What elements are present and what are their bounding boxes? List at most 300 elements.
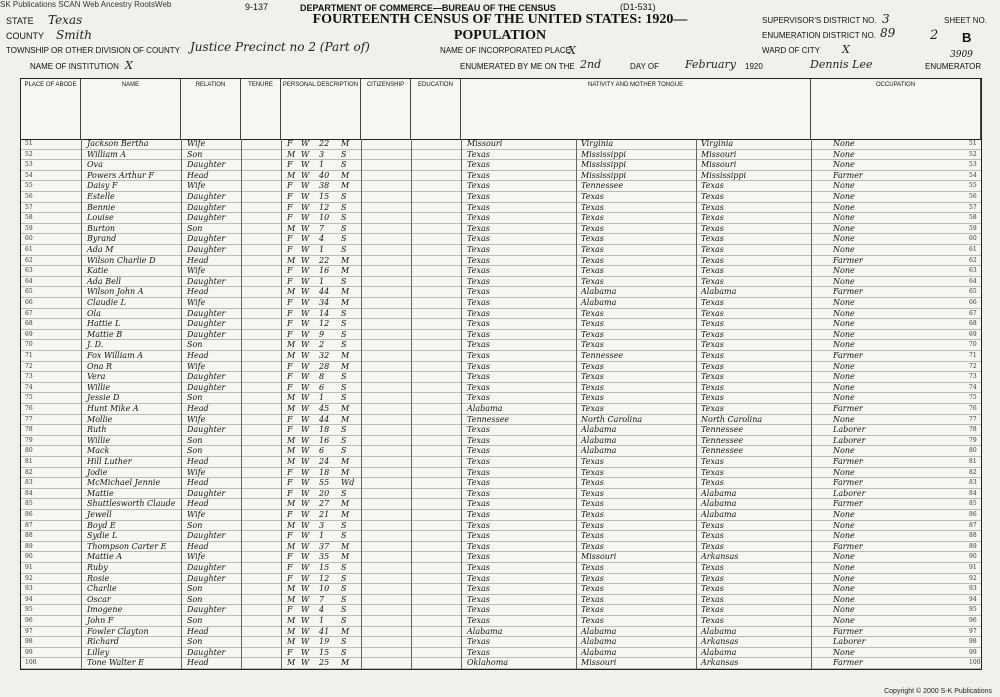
cell-rel: Daughter (187, 329, 226, 339)
cell-sex: F (287, 319, 293, 329)
cell-rel: Daughter (187, 563, 226, 572)
cell-fplace: Texas (581, 520, 604, 530)
cell-occ: None (833, 552, 855, 562)
enumerated-label: ENUMERATED BY ME ON THE (460, 62, 575, 71)
cell-mplace: Alabama (701, 287, 737, 297)
cell-rel: Wife (187, 510, 206, 519)
cell-rel: Son (187, 393, 203, 403)
cell-place: Texas (467, 340, 490, 350)
cell-sex: M (287, 658, 296, 668)
cell-line-number-right: 71 (969, 352, 977, 359)
cell-mplace: Texas (701, 531, 724, 541)
cell-place: Texas (467, 308, 490, 318)
cell-fplace: Texas (581, 393, 604, 403)
cell-occ: None (833, 181, 855, 191)
cell-rel: Son (187, 584, 203, 594)
cell-age: 18 (319, 425, 330, 435)
cell-line-number-right: 70 (969, 341, 977, 349)
cell-mplace: Texas (701, 467, 724, 477)
cell-line-number-right: 72 (969, 362, 977, 370)
cell-rel: Daughter (187, 488, 226, 498)
cell-line-number-right: 97 (969, 627, 977, 635)
cell-sex: F (287, 478, 293, 488)
cell-rel: Son (187, 594, 203, 604)
cell-race: W (301, 435, 310, 445)
cell-ms: S (341, 563, 347, 572)
cell-mplace: Alabama (701, 510, 737, 519)
cell-rel: Head (187, 287, 209, 297)
cell-age: 44 (319, 414, 330, 424)
sheet-letter: B (962, 30, 972, 45)
cell-ms: M (341, 457, 350, 466)
cell-rel: Head (187, 541, 209, 551)
cell-sex: M (287, 594, 296, 604)
table-row (21, 531, 981, 542)
cell-age: 15 (319, 192, 330, 201)
county-label: COUNTY (6, 31, 44, 41)
cell-occ: None (833, 298, 855, 307)
cell-n: 99 (25, 648, 33, 656)
cell-place: Texas (467, 192, 490, 201)
table-row (21, 584, 981, 595)
cell-sex: F (287, 298, 293, 307)
cell-sex: M (287, 616, 296, 625)
cell-name: William A (87, 149, 126, 159)
cell-sex: M (287, 457, 296, 466)
cell-name: Thompson Carter E (87, 541, 167, 551)
enumerated-day: 2nd (580, 58, 602, 71)
cell-name: McMichael Jennie (87, 478, 161, 488)
cell-race: W (301, 192, 310, 201)
cell-ms: S (341, 319, 347, 329)
cell-ms: S (341, 584, 347, 594)
cell-sex: F (287, 245, 293, 254)
col-place-of-abode: PLACE OF ABODE (21, 79, 81, 139)
cell-rel: Son (187, 435, 203, 445)
cell-place: Texas (467, 616, 490, 625)
cell-race: W (301, 223, 310, 233)
watermark-bar: SK Publications SCAN Web Ancestry RootsWeb (0, 0, 172, 9)
cell-ms: S (341, 234, 347, 244)
cell-line-number-right: 60 (969, 235, 977, 243)
cell-ms: M (341, 510, 350, 519)
cell-age: 15 (319, 647, 330, 657)
cell-mplace: Texas (701, 584, 724, 594)
cell-line-number-right: 85 (969, 500, 977, 508)
cell-occ: None (833, 276, 855, 286)
col-citizenship: CITIZENSHIP (361, 79, 411, 139)
cell-ms: M (341, 361, 350, 371)
cell-occ: Farmer (833, 658, 863, 668)
cell-line-number-right: 57 (969, 203, 977, 211)
table-row (21, 425, 981, 436)
cell-occ: None (833, 340, 855, 350)
cell-fplace: Alabama (581, 647, 617, 657)
column-divider (696, 139, 697, 669)
cell-ms: Wd (341, 478, 355, 488)
cell-mplace: Texas (701, 382, 724, 392)
cell-line-number-right: 53 (969, 161, 977, 169)
cell-race: W (301, 425, 310, 435)
cell-n: 59 (25, 224, 33, 232)
cell-sex: M (287, 170, 296, 180)
cell-fplace: Alabama (581, 298, 617, 307)
cell-occ: Farmer (833, 255, 863, 265)
cell-place: Texas (467, 425, 490, 435)
cell-race: W (301, 160, 310, 170)
cell-sex: F (287, 361, 293, 371)
cell-place: Texas (467, 520, 490, 530)
cell-occ: Laborer (833, 637, 866, 647)
cell-rel: Head (187, 457, 209, 466)
cell-name: Claudie L (87, 298, 126, 307)
cell-name: Mattie (87, 488, 114, 498)
cell-n: 57 (25, 203, 33, 211)
cell-occ: Farmer (833, 626, 863, 636)
sheet-label: SHEET NO. (944, 16, 987, 25)
county-value: Smith (56, 28, 92, 42)
cell-ms: M (341, 255, 350, 265)
cell-sex: M (287, 351, 296, 360)
cell-race: W (301, 276, 310, 286)
cell-n: 54 (25, 171, 33, 179)
cell-rel: Head (187, 478, 209, 488)
cell-n: 100 (25, 659, 37, 667)
month-value: February (685, 58, 736, 71)
cell-ms: S (341, 393, 347, 403)
cell-age: 25 (319, 658, 330, 668)
cell-line-number-right: 99 (969, 648, 977, 656)
ward-label: WARD OF CITY (762, 46, 820, 55)
cell-rel: Daughter (187, 605, 226, 615)
cell-age: 35 (319, 552, 330, 562)
department-heading: DEPARTMENT OF COMMERCE—BUREAU OF THE CENSUS (300, 3, 556, 13)
cell-name: Mattie A (87, 552, 123, 562)
cell-place: Texas (467, 488, 490, 498)
cell-name: Bennie (87, 202, 116, 212)
cell-ms: S (341, 245, 347, 254)
cell-race: W (301, 414, 310, 424)
cell-age: 37 (319, 541, 330, 551)
cell-name: Hunt Mike A (87, 404, 139, 413)
cell-name: Ruby (87, 563, 108, 572)
institution-label: NAME OF INSTITUTION (30, 62, 119, 71)
cell-fplace: Missouri (581, 658, 617, 668)
cell-occ: None (833, 647, 855, 657)
cell-place: Texas (467, 160, 490, 170)
cell-occ: None (833, 329, 855, 339)
table-row (21, 489, 981, 500)
table-row (21, 287, 981, 298)
table-row (21, 330, 981, 341)
cell-sex: M (287, 393, 296, 403)
township-label: TOWNSHIP OR OTHER DIVISION OF COUNTY (6, 46, 180, 55)
cell-occ: Farmer (833, 541, 863, 551)
cell-occ: Farmer (833, 404, 863, 413)
cell-age: 28 (319, 361, 330, 371)
cell-n: 55 (25, 182, 33, 190)
cell-fplace: Texas (581, 584, 604, 594)
cell-mplace: Texas (701, 298, 724, 307)
table-row (21, 436, 981, 447)
cell-age: 44 (319, 287, 330, 297)
cell-sex: M (287, 637, 296, 647)
cell-fplace: Missouri (581, 552, 617, 562)
cell-mplace: Texas (701, 308, 724, 318)
cell-line-number-right: 88 (969, 532, 977, 540)
cell-ms: M (341, 552, 350, 562)
cell-line-number-right: 98 (969, 638, 977, 646)
cell-line-number-right: 62 (969, 256, 977, 264)
cell-line-number-right: 82 (969, 468, 977, 476)
cell-name: Jewell (87, 510, 112, 519)
cell-place: Texas (467, 478, 490, 488)
township-value: Justice Precinct no 2 (Part of) (190, 40, 370, 54)
cell-line-number-right: 81 (969, 458, 977, 465)
cell-n: 74 (25, 383, 33, 391)
cell-n: 89 (25, 542, 33, 550)
cell-line-number-right: 74 (969, 383, 977, 391)
cell-fplace: North Carolina (581, 414, 643, 424)
cell-ms: M (341, 351, 350, 360)
cell-place: Tennessee (467, 414, 510, 424)
cell-name: Mollie (87, 414, 113, 424)
cell-name: Imogene (87, 605, 123, 615)
cell-ms: S (341, 223, 347, 233)
table-row (21, 574, 981, 585)
cell-age: 4 (319, 234, 325, 244)
cell-name: Richard (87, 637, 119, 647)
cell-occ: None (833, 234, 855, 244)
cell-ms: S (341, 149, 347, 159)
column-divider (811, 139, 812, 669)
ward-value: X (842, 43, 850, 56)
cell-age: 3 (319, 520, 325, 530)
cell-age: 10 (319, 213, 330, 223)
table-row (21, 171, 981, 182)
cell-mplace: Texas (701, 340, 724, 350)
cell-occ: Laborer (833, 425, 866, 435)
cell-line-number-right: 65 (969, 288, 977, 296)
cell-ms: S (341, 446, 347, 456)
cell-sex: M (287, 404, 296, 413)
cell-race: W (301, 372, 310, 382)
column-divider (181, 139, 182, 669)
table-row (21, 383, 981, 394)
cell-n: 87 (25, 521, 33, 529)
cell-mplace: Alabama (701, 499, 737, 509)
cell-place: Texas (467, 499, 490, 509)
cell-occ: None (833, 149, 855, 159)
cell-mplace: Alabama (701, 626, 737, 636)
cell-age: 7 (319, 223, 325, 233)
table-row (21, 266, 981, 277)
cell-age: 15 (319, 563, 330, 572)
cell-ms: S (341, 531, 347, 541)
table-row (21, 351, 981, 362)
cell-ms: M (341, 541, 350, 551)
cell-name: John F (87, 616, 114, 625)
cell-rel: Wife (187, 467, 206, 477)
cell-name: Wilson Charlie D (87, 255, 156, 265)
cell-fplace: Texas (581, 319, 604, 329)
cell-fplace: Alabama (581, 435, 617, 445)
cell-rel: Daughter (187, 372, 226, 382)
cell-n: 88 (25, 532, 33, 540)
cell-place: Texas (467, 435, 490, 445)
cell-n: 94 (25, 595, 33, 603)
cell-occ: None (833, 223, 855, 233)
table-row (21, 160, 981, 171)
cell-fplace: Mississippi (581, 149, 627, 159)
cell-name: Fox William A (87, 351, 143, 360)
cell-ms: S (341, 329, 347, 339)
incorporated-label: NAME OF INCORPORATED PLACE (440, 46, 571, 55)
cell-n: 90 (25, 553, 33, 561)
cell-race: W (301, 605, 310, 615)
cell-mplace: Texas (701, 520, 724, 530)
cell-sex: F (287, 488, 293, 498)
cell-place: Texas (467, 510, 490, 519)
cell-place: Texas (467, 234, 490, 244)
cell-sex: F (287, 414, 293, 424)
cell-rel: Daughter (187, 245, 226, 254)
cell-name: Burton (87, 223, 116, 233)
cell-sex: M (287, 520, 296, 530)
cell-place: Texas (467, 605, 490, 615)
cell-mplace: Tennessee (701, 435, 744, 445)
cell-ms: S (341, 616, 347, 625)
cell-ms: M (341, 467, 350, 477)
cell-n: 79 (25, 436, 33, 444)
cell-occ: Farmer (833, 499, 863, 509)
cell-occ: None (833, 266, 855, 276)
cell-place: Texas (467, 446, 490, 456)
cell-line-number-right: 92 (969, 574, 977, 582)
cell-age: 18 (319, 467, 330, 477)
cell-rel: Daughter (187, 573, 226, 583)
table-row (21, 457, 981, 468)
cell-race: W (301, 637, 310, 647)
table-row (21, 542, 981, 553)
cell-ms: S (341, 647, 347, 657)
cell-race: W (301, 573, 310, 583)
cell-race: W (301, 298, 310, 307)
table-row (21, 150, 981, 161)
cell-line-number-right: 91 (969, 564, 977, 571)
cell-n: 92 (25, 574, 33, 582)
cell-name: Wilson John A (87, 287, 144, 297)
cell-rel: Daughter (187, 202, 226, 212)
cell-race: W (301, 584, 310, 594)
table-row (21, 340, 981, 351)
cell-ms: M (341, 181, 350, 191)
cell-n: 73 (25, 373, 33, 381)
cell-race: W (301, 563, 310, 572)
cell-line-number-right: 56 (969, 193, 977, 200)
cell-age: 9 (319, 329, 325, 339)
cell-place: Texas (467, 531, 490, 541)
cell-mplace: Texas (701, 202, 724, 212)
cell-occ: None (833, 446, 855, 456)
cell-fplace: Texas (581, 255, 604, 265)
cell-occ: None (833, 510, 855, 519)
cell-race: W (301, 658, 310, 668)
cell-sex: M (287, 223, 296, 233)
cell-race: W (301, 541, 310, 551)
cell-occ: None (833, 393, 855, 403)
cell-n: 76 (25, 405, 33, 412)
cell-place: Texas (467, 457, 490, 466)
cell-race: W (301, 149, 310, 159)
cell-rel: Son (187, 223, 203, 233)
cell-occ: Laborer (833, 435, 866, 445)
cell-age: 55 (319, 478, 330, 488)
cell-mplace: Virginia (701, 139, 734, 148)
cell-race: W (301, 647, 310, 657)
table-row (21, 245, 981, 256)
table-row (21, 616, 981, 627)
cell-sex: M (287, 626, 296, 636)
cell-name: Rosie (87, 573, 110, 583)
cell-name: Jackson Bertha (87, 139, 149, 148)
cell-mplace: Texas (701, 605, 724, 615)
cell-name: Louise (87, 213, 114, 223)
cell-occ: None (833, 245, 855, 254)
cell-mplace: Texas (701, 181, 724, 191)
cell-sex: F (287, 467, 293, 477)
cell-place: Texas (467, 637, 490, 647)
cell-race: W (301, 361, 310, 371)
cell-age: 3 (319, 149, 325, 159)
cell-ms: M (341, 414, 350, 424)
cell-ms: S (341, 160, 347, 170)
cell-age: 14 (319, 308, 330, 318)
cell-fplace: Texas (581, 213, 604, 223)
cell-n: 75 (25, 394, 33, 402)
table-row (21, 192, 981, 203)
column-headers (21, 79, 981, 140)
cell-age: 2 (319, 340, 325, 350)
cell-age: 45 (319, 404, 330, 413)
cell-race: W (301, 234, 310, 244)
cell-occ: None (833, 531, 855, 541)
census-grid (20, 78, 982, 670)
cell-race: W (301, 287, 310, 297)
table-row (21, 499, 981, 510)
cell-sex: F (287, 234, 293, 244)
cell-fplace: Alabama (581, 637, 617, 647)
cell-place: Texas (467, 245, 490, 254)
cell-n: 61 (25, 246, 33, 253)
cell-line-number-right: 90 (969, 553, 977, 561)
cell-race: W (301, 510, 310, 519)
cell-rel: Wife (187, 552, 206, 562)
cell-place: Texas (467, 266, 490, 276)
cell-name: Ova (87, 160, 103, 170)
cell-place: Texas (467, 351, 490, 360)
cell-rel: Head (187, 170, 209, 180)
cell-sex: F (287, 531, 293, 541)
cell-sex: F (287, 181, 293, 191)
cell-mplace: Texas (701, 478, 724, 488)
cell-race: W (301, 457, 310, 466)
cell-n: 83 (25, 479, 33, 487)
enumerator-name: Dennis Lee (810, 58, 873, 71)
cell-race: W (301, 626, 310, 636)
cell-mplace: Missouri (701, 149, 737, 159)
cell-race: W (301, 446, 310, 456)
